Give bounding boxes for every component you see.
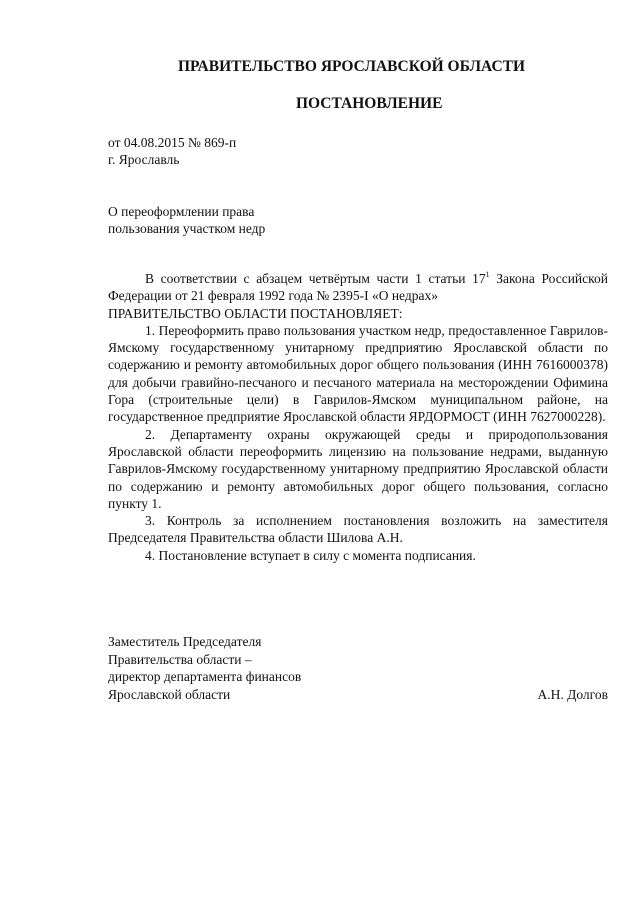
signatory-position-line-4: Ярославской области xyxy=(108,686,231,702)
preamble-paragraph xyxy=(108,270,608,305)
preamble-text-continued: Закона Российской Федерации от 21 февраля 1992 года № 2395-I «О недрах» xyxy=(108,271,608,304)
government-title: ПРАВИТЕЛЬСТВО ЯРОСЛАВСКОЙ ОБЛАСТИ xyxy=(178,58,526,75)
signatory-last-row xyxy=(108,686,608,704)
subject-line-1: О переоформлении права xyxy=(108,204,255,219)
signatory-position-line-3: директор департамента финансов xyxy=(108,669,302,684)
document-meta xyxy=(108,134,236,168)
resolves-line: ПРАВИТЕЛЬСТВО ОБЛАСТИ ПОСТАНОВЛЯЕТ: xyxy=(108,305,403,321)
city: г. Ярославль xyxy=(108,152,180,167)
item-3-paragraph: 3. Контроль за исполнением постановления возложить на заместителя Председателя Правительства области Шилова А.Н. xyxy=(108,513,608,546)
document-body xyxy=(108,270,608,564)
signatory-position-line-1: Заместитель Председателя xyxy=(108,634,262,649)
date-number: от 04.08.2015 № 869-п xyxy=(108,135,237,150)
signatory-position-line-2: Правительства области – xyxy=(108,651,252,667)
document-type-title: ПОСТАНОВЛЕНИЕ xyxy=(296,95,443,112)
preamble-text: В соответствии с абзацем четвёртым части 1 статьи 17 xyxy=(145,271,486,286)
preamble-superscript: 1 xyxy=(485,270,490,279)
signature-block xyxy=(108,633,608,703)
signatory-name: А.Н. Долгов xyxy=(537,686,608,702)
item-1-paragraph: 1. Переоформить право пользования участком недр, предоставленное Гаврилов-Ямскому государственному унитарному предприятию Ярославской области по содержанию и ремонту автомобильных дорог общего пользования (ИНН 7616000378) для добычи гравийно-песчаного и песчаного материала на месторождении Офимина Гора (строительные цели) в Гаврилов-Ямском муниципальном районе, на государственное предприятие Ярославской области ЯРДОРМОСТ (ИНН 7627000228). xyxy=(108,322,608,425)
item-2-paragraph: 2. Департаменту охраны окружающей среды и природопользования Ярославской области переоформить лицензию на пользование недрами, выданную Гаврилов-Ямскому государственному унитарному предприятию Ярославской области по содержанию и ремонту автомобильных дорог общего пользования, согласно пункту 1. xyxy=(108,426,608,511)
subject-line-2: пользования участком недр xyxy=(108,221,266,236)
document-subject xyxy=(108,203,265,237)
item-4-paragraph: 4. Постановление вступает в силу с момента подписания. xyxy=(145,547,476,563)
